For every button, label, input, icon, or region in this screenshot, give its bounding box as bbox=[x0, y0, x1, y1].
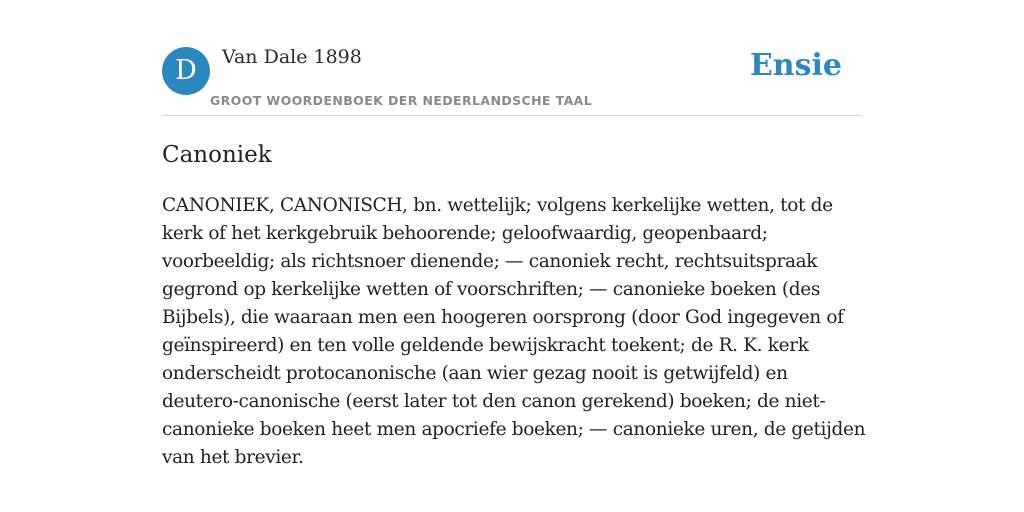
entry-definition: CANONIEK, CANONISCH, bn. wettelijk; volgens kerkelijke wetten, tot de kerk of het kerkgebruik behoorende; geloofwaardig, geopenbaard; voorbeeldig; als richtsnoer dienende; — canoniek recht, rechtsuitspraak gegrond op kerkelijke wetten of voorschriften; — canonieke boeken (des Bijbels), die waaraan men een hoogeren oorsprong (door God ingegeven of geïnspireerd) en ten volle geldende bewijskracht toekent; de R. K. kerk onderscheidt protocanonische (aan wier gezag nooit is getwijfeld) en deutero-canonische (eerst later tot den canon gerekend) boeken; de niet-canonieke boeken heet men apocriefe boeken; — canonieke uren, de getijden van het brevier. bbox=[162, 195, 866, 468]
entry-title: Canoniek bbox=[162, 142, 272, 168]
brand-logo[interactable]: Ensie bbox=[749, 48, 842, 83]
dictionary-card bbox=[162, 40, 866, 472]
source-title[interactable]: Van Dale 1898 bbox=[222, 46, 362, 68]
source-avatar[interactable]: D bbox=[162, 47, 210, 95]
source-subtitle: GROOT WOORDENBOEK DER NEDERLANDSCHE TAAL bbox=[210, 93, 593, 108]
card-header bbox=[162, 40, 862, 116]
